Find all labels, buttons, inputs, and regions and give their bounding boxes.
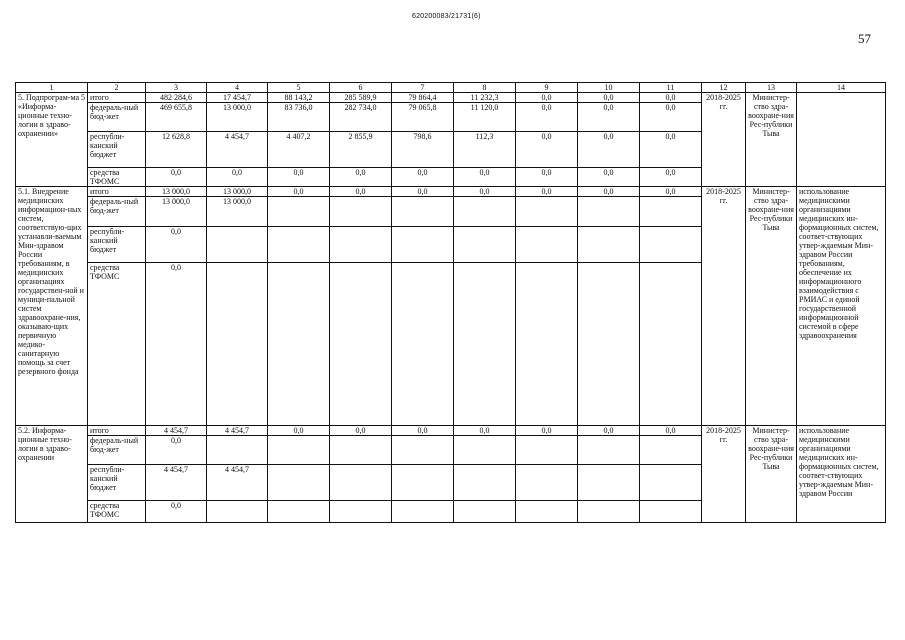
value-cell: 0,0 bbox=[578, 93, 640, 103]
value-cell: 2 855,9 bbox=[330, 132, 392, 168]
value-cell bbox=[207, 263, 268, 426]
value-cell bbox=[516, 465, 578, 501]
value-cell bbox=[640, 501, 702, 523]
value-cell: 12 628,8 bbox=[146, 132, 207, 168]
value-cell: 469 655,8 bbox=[146, 103, 207, 132]
value-cell: 798,6 bbox=[392, 132, 454, 168]
value-cell: 4 454,7 bbox=[146, 465, 207, 501]
column-header-10: 10 bbox=[578, 83, 640, 93]
value-cell: 0,0 bbox=[392, 187, 454, 197]
value-cell bbox=[330, 197, 392, 227]
header-row bbox=[16, 83, 886, 93]
value-cell: 0,0 bbox=[516, 187, 578, 197]
value-cell bbox=[268, 227, 330, 263]
value-cell: 0,0 bbox=[146, 227, 207, 263]
column-header-14: 14 bbox=[797, 83, 886, 93]
value-cell bbox=[578, 227, 640, 263]
column-header-6: 6 bbox=[330, 83, 392, 93]
value-cell: 17 454,7 bbox=[207, 93, 268, 103]
value-cell: 0,0 bbox=[516, 168, 578, 187]
document-id: 620200083/21731(6) bbox=[412, 13, 481, 20]
value-cell: 0,0 bbox=[268, 168, 330, 187]
column-header-8: 8 bbox=[454, 83, 516, 93]
value-cell: 0,0 bbox=[516, 132, 578, 168]
funding-source: средства ТФОМС bbox=[88, 168, 146, 187]
value-cell bbox=[268, 436, 330, 465]
value-cell bbox=[392, 197, 454, 227]
value-cell bbox=[330, 465, 392, 501]
value-cell bbox=[392, 501, 454, 523]
value-cell: 0,0 bbox=[330, 168, 392, 187]
value-cell bbox=[207, 501, 268, 523]
value-cell: 79 864,4 bbox=[392, 93, 454, 103]
value-cell: 0,0 bbox=[454, 168, 516, 187]
value-cell: 0,0 bbox=[640, 168, 702, 187]
value-cell: 0,0 bbox=[516, 103, 578, 132]
value-cell bbox=[578, 465, 640, 501]
value-cell bbox=[392, 227, 454, 263]
value-cell bbox=[640, 227, 702, 263]
value-cell: 0,0 bbox=[146, 501, 207, 523]
value-cell bbox=[330, 436, 392, 465]
value-cell: 0,0 bbox=[516, 426, 578, 436]
value-cell: 13 000,0 bbox=[207, 103, 268, 132]
value-cell: 0,0 bbox=[578, 426, 640, 436]
value-cell: 0,0 bbox=[578, 132, 640, 168]
value-cell: 0,0 bbox=[454, 426, 516, 436]
funding-source: федераль-ный бюд-жет bbox=[88, 436, 146, 465]
value-cell: 0,0 bbox=[640, 132, 702, 168]
value-cell bbox=[640, 465, 702, 501]
period-cell: 2018-2025 гг. bbox=[702, 187, 746, 426]
funding-source: федераль-ный бюд-жет bbox=[88, 197, 146, 227]
value-cell: 13 000,0 bbox=[146, 197, 207, 227]
value-cell: 4 454,7 bbox=[146, 426, 207, 436]
table-row bbox=[16, 187, 886, 197]
period-cell: 2018-2025 гг. bbox=[702, 93, 746, 187]
value-cell: 0,0 bbox=[146, 263, 207, 426]
column-header-5: 5 bbox=[268, 83, 330, 93]
value-cell bbox=[454, 197, 516, 227]
value-cell bbox=[207, 436, 268, 465]
executor-cell: Министер-ство здра-воохране-ния Рес-публики Тыва bbox=[746, 187, 797, 426]
column-header-11: 11 bbox=[640, 83, 702, 93]
value-cell bbox=[268, 501, 330, 523]
column-header-7: 7 bbox=[392, 83, 454, 93]
value-cell: 0,0 bbox=[578, 187, 640, 197]
funding-source: республи-канский бюджет bbox=[88, 465, 146, 501]
value-cell: 0,0 bbox=[330, 426, 392, 436]
value-cell bbox=[578, 501, 640, 523]
table-row bbox=[16, 93, 886, 103]
value-cell: 0,0 bbox=[516, 93, 578, 103]
value-cell bbox=[578, 436, 640, 465]
funding-source: итого bbox=[88, 426, 146, 436]
value-cell bbox=[330, 501, 392, 523]
value-cell: 0,0 bbox=[454, 187, 516, 197]
funding-source: средства ТФОМС bbox=[88, 501, 146, 523]
funding-source: республи-канский бюджет bbox=[88, 227, 146, 263]
value-cell: 0,0 bbox=[392, 426, 454, 436]
value-cell bbox=[454, 465, 516, 501]
value-cell: 0,0 bbox=[268, 187, 330, 197]
funding-source: итого bbox=[88, 93, 146, 103]
value-cell bbox=[516, 436, 578, 465]
value-cell: 285 589,9 bbox=[330, 93, 392, 103]
result-cell: использование медицинскими организациями медицинских ин-формационных систем, соответ-ствующих утвер-ждаемым Мин-здравом России требованиям, обеспечение их информационного взаимодействия с РМИАС и единой государственной информационной системой в сфере здравоохранения bbox=[797, 187, 886, 426]
value-cell bbox=[268, 263, 330, 426]
value-cell: 13 000,0 bbox=[146, 187, 207, 197]
column-header-1: 1 bbox=[16, 83, 88, 93]
value-cell bbox=[516, 227, 578, 263]
budget-table bbox=[15, 82, 886, 523]
column-header-13: 13 bbox=[746, 83, 797, 93]
value-cell: 4 454,7 bbox=[207, 132, 268, 168]
value-cell bbox=[330, 263, 392, 426]
value-cell bbox=[578, 263, 640, 426]
value-cell bbox=[454, 501, 516, 523]
funding-source: республи-канский бюджет bbox=[88, 132, 146, 168]
column-header-12: 12 bbox=[702, 83, 746, 93]
value-cell: 83 736,0 bbox=[268, 103, 330, 132]
value-cell: 0,0 bbox=[640, 426, 702, 436]
value-cell: 0,0 bbox=[640, 187, 702, 197]
value-cell: 0,0 bbox=[578, 103, 640, 132]
result-cell: использование медицинскими организациями медицинских ин-формационных систем, соответ-ствующих утвер-ждаемым Мин-здравом России bbox=[797, 426, 886, 523]
value-cell bbox=[268, 197, 330, 227]
result-cell bbox=[797, 93, 886, 187]
value-cell bbox=[392, 436, 454, 465]
page-number: 57 bbox=[858, 31, 871, 46]
value-cell: 13 000,0 bbox=[207, 187, 268, 197]
column-header-9: 9 bbox=[516, 83, 578, 93]
value-cell: 13 000,0 bbox=[207, 197, 268, 227]
value-cell bbox=[516, 501, 578, 523]
program-title: 5. Подпрограм-ма 5 «Информа-ционные техно-логии в здраво-охранении» bbox=[16, 93, 88, 187]
value-cell bbox=[516, 197, 578, 227]
column-header-4: 4 bbox=[207, 83, 268, 93]
value-cell bbox=[640, 436, 702, 465]
value-cell: 4 454,7 bbox=[207, 465, 268, 501]
funding-source: итого bbox=[88, 187, 146, 197]
value-cell: 4 407,2 bbox=[268, 132, 330, 168]
value-cell bbox=[454, 263, 516, 426]
funding-source: федераль-ный бюд-жет bbox=[88, 103, 146, 132]
value-cell: 0,0 bbox=[207, 168, 268, 187]
value-cell: 0,0 bbox=[146, 436, 207, 465]
value-cell bbox=[392, 263, 454, 426]
value-cell: 0,0 bbox=[146, 168, 207, 187]
program-title: 5.1. Внедрение медицинских информацион-ных систем, соответствую-щих устанавли-ваемым Мин-здравом России требованиям, в медицинских организациях государствен-ной и муници-пальной систем здравоохране-ния, оказываю-щих первичную медико-санитарную помощь за счет резервного фонда bbox=[16, 187, 88, 426]
program-title: 5.2. Информа-ционные техно-логии в здраво-охранении bbox=[16, 426, 88, 523]
value-cell: 0,0 bbox=[640, 93, 702, 103]
value-cell: 79 065,8 bbox=[392, 103, 454, 132]
value-cell: 0,0 bbox=[392, 168, 454, 187]
value-cell bbox=[516, 263, 578, 426]
executor-cell: Министер-ство здра-воохране-ния Рес-публики Тыва bbox=[746, 426, 797, 523]
period-cell: 2018-2025 гг. bbox=[702, 426, 746, 523]
value-cell: 4 454,7 bbox=[207, 426, 268, 436]
value-cell bbox=[207, 227, 268, 263]
value-cell bbox=[454, 436, 516, 465]
value-cell: 0,0 bbox=[268, 426, 330, 436]
value-cell: 88 143,2 bbox=[268, 93, 330, 103]
value-cell: 11 120,0 bbox=[454, 103, 516, 132]
value-cell: 0,0 bbox=[640, 103, 702, 132]
value-cell: 112,3 bbox=[454, 132, 516, 168]
value-cell bbox=[454, 227, 516, 263]
value-cell bbox=[640, 263, 702, 426]
value-cell bbox=[330, 227, 392, 263]
column-header-2: 2 bbox=[88, 83, 146, 93]
value-cell: 0,0 bbox=[578, 168, 640, 187]
column-header-3: 3 bbox=[146, 83, 207, 93]
value-cell bbox=[640, 197, 702, 227]
value-cell: 0,0 bbox=[330, 187, 392, 197]
value-cell: 282 734,0 bbox=[330, 103, 392, 132]
value-cell bbox=[268, 465, 330, 501]
value-cell: 482 284,6 bbox=[146, 93, 207, 103]
value-cell bbox=[578, 197, 640, 227]
value-cell bbox=[392, 465, 454, 501]
value-cell: 11 232,3 bbox=[454, 93, 516, 103]
executor-cell: Министер-ство здра-воохране-ния Рес-публики Тыва bbox=[746, 93, 797, 187]
table-row bbox=[16, 426, 886, 436]
funding-source: средства ТФОМС bbox=[88, 263, 146, 426]
